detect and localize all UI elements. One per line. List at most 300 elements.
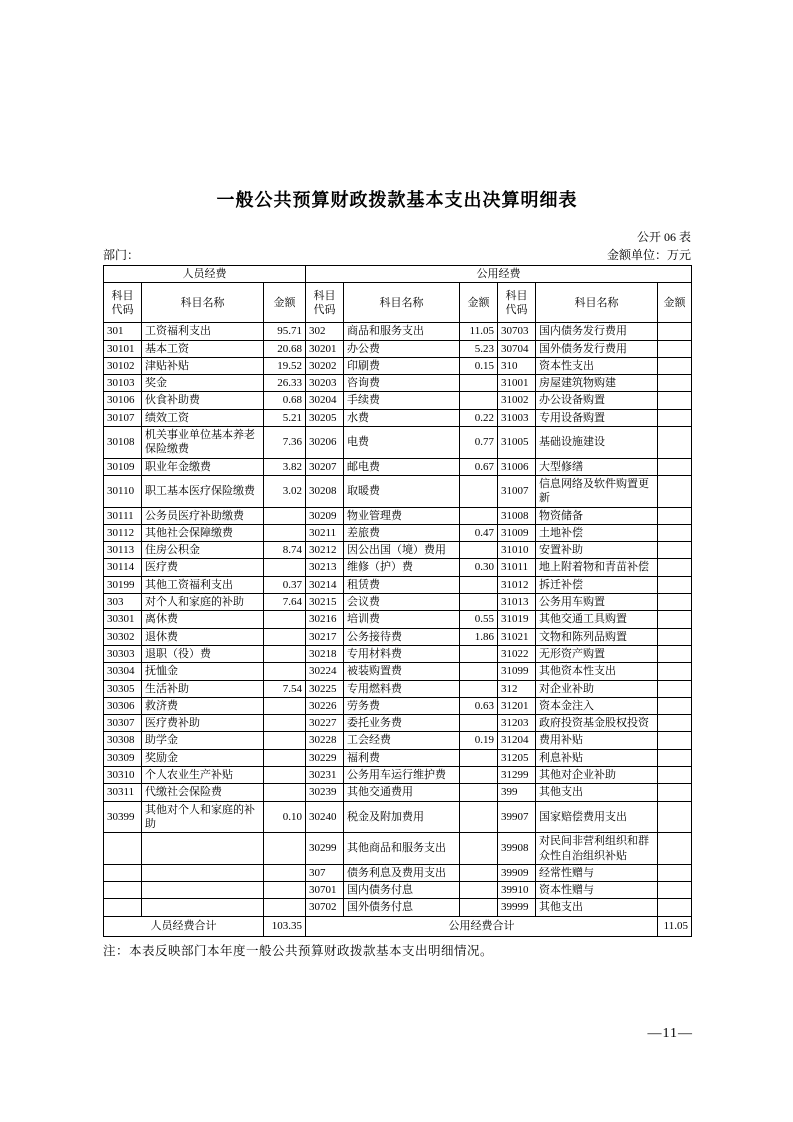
table-row [104,392,692,409]
cell-amount [658,611,692,628]
cell-name: 基础设施建设 [536,427,658,459]
cell-amount: 3.02 [264,475,306,507]
cell-name: 职业年金缴费 [142,458,264,475]
cell-code: 30701 [306,882,344,899]
cell-name: 国外债务发行费用 [536,340,658,357]
cell-code: 39908 [498,833,536,865]
meta-row [103,246,691,263]
cell-name [142,882,264,899]
cell-name: 津贴补贴 [142,357,264,374]
cell-amount [658,357,692,374]
cell-name: 奖励金 [142,749,264,766]
table-row [104,767,692,784]
cell-name: 基本工资 [142,340,264,357]
cell-amount [658,392,692,409]
cell-code: 31010 [498,542,536,559]
cell-name: 工资福利支出 [142,323,264,340]
cell-code: 30102 [104,357,142,374]
cell-amount [264,833,306,865]
cell-name: 电费 [344,427,460,459]
cell-name: 对民间非营利组织和群众性自治组织补贴 [536,833,658,865]
cell-amount: 1.86 [460,628,498,645]
cell-amount: 0.77 [460,427,498,459]
cell-amount: 7.36 [264,427,306,459]
cell-code: 30301 [104,611,142,628]
cell-amount [658,409,692,426]
cell-name: 其他对企业补助 [536,767,658,784]
table-row [104,542,692,559]
cell-code: 30302 [104,628,142,645]
cell-amount [460,882,498,899]
cell-amount [264,749,306,766]
cell-code: 312 [498,680,536,697]
cell-amount [264,732,306,749]
cell-amount [658,427,692,459]
cell-amount [460,715,498,732]
cell-amount [658,645,692,662]
cell-amount: 0.15 [460,357,498,374]
public-total-label: 公用经费合计 [306,916,658,936]
cell-amount: 0.63 [460,697,498,714]
table-row [104,715,692,732]
cell-amount: 0.68 [264,392,306,409]
cell-amount [658,576,692,593]
cell-code: 30227 [306,715,344,732]
cell-amount [658,784,692,801]
cell-code: 30231 [306,767,344,784]
cell-amount [658,680,692,697]
cell-amount: 0.55 [460,611,498,628]
cell-name: 房屋建筑物购建 [536,375,658,392]
cell-code: 39907 [498,801,536,833]
cell-code: 30208 [306,475,344,507]
table-row [104,611,692,628]
cell-amount [460,784,498,801]
cell-name: 因公出国（境）费用 [344,542,460,559]
unit-label: 金额单位：万元 [606,248,691,262]
cell-code: 30108 [104,427,142,459]
cell-amount [658,899,692,916]
cell-name: 其他资本性支出 [536,663,658,680]
table-row [104,524,692,541]
cell-amount [658,663,692,680]
table-row [104,663,692,680]
cell-amount [658,340,692,357]
page-content [103,186,691,959]
cell-amount: 26.33 [264,375,306,392]
cell-name: 奖金 [142,375,264,392]
cell-code: 30225 [306,680,344,697]
cell-amount [658,864,692,881]
table-note: 注：本表反映部门本年度一般公共预算财政拨款基本支出明细情况。 [103,943,494,958]
cell-code [104,833,142,865]
cell-code: 30110 [104,475,142,507]
cell-code: 31299 [498,767,536,784]
totals-row [104,916,692,936]
page-title: 一般公共预算财政拨款基本支出决算明细表 [216,190,578,210]
cell-name: 咨询费 [344,375,460,392]
cell-amount [460,680,498,697]
cell-name: 对个人和家庭的补助 [142,594,264,611]
table-row [104,833,692,865]
cell-name: 政府投资基金股权投资 [536,715,658,732]
table-row [104,409,692,426]
cell-amount [460,663,498,680]
cell-amount [264,697,306,714]
cell-code: 30703 [498,323,536,340]
cell-amount [460,392,498,409]
cell-name: 住房公积金 [142,542,264,559]
table-row [104,697,692,714]
department-label: 部门： [103,248,140,262]
col-header-name-1: 科目名称 [142,283,264,323]
cell-name: 大型修缮 [536,458,658,475]
cell-name: 土地补偿 [536,524,658,541]
cell-amount [460,542,498,559]
cell-name: 物资储备 [536,507,658,524]
cell-amount [264,715,306,732]
cell-code: 30239 [306,784,344,801]
table-row [104,864,692,881]
table-row [104,801,692,833]
personnel-total-value: 103.35 [264,916,306,936]
table-row [104,357,692,374]
cell-name: 救济费 [142,697,264,714]
cell-name: 经常性赠与 [536,864,658,881]
cell-code: 30203 [306,375,344,392]
cell-amount [658,542,692,559]
cell-code: 30306 [104,697,142,714]
cell-code: 31009 [498,524,536,541]
cell-amount [658,749,692,766]
cell-code: 30226 [306,697,344,714]
cell-code: 31007 [498,475,536,507]
cell-code: 30309 [104,749,142,766]
cell-code: 30112 [104,524,142,541]
cell-name: 手续费 [344,392,460,409]
cell-code: 301 [104,323,142,340]
cell-amount [658,801,692,833]
cell-code [104,899,142,916]
cell-code: 30307 [104,715,142,732]
col-header-name-2: 科目名称 [344,283,460,323]
cell-code: 30224 [306,663,344,680]
cell-name: 安置补助 [536,542,658,559]
cell-name: 商品和服务支出 [344,323,460,340]
cell-amount [264,524,306,541]
cell-code: 31008 [498,507,536,524]
cell-code: 30103 [104,375,142,392]
cell-amount [658,697,692,714]
cell-name: 工会经费 [344,732,460,749]
cell-code: 30207 [306,458,344,475]
cell-amount: 5.23 [460,340,498,357]
cell-code: 31022 [498,645,536,662]
cell-code: 30216 [306,611,344,628]
table-row [104,645,692,662]
table-row [104,323,692,340]
cell-code: 30308 [104,732,142,749]
cell-code: 30111 [104,507,142,524]
col-header-code-2: 科目代码 [306,283,344,323]
cell-amount [658,732,692,749]
table-row [104,784,692,801]
cell-code: 31003 [498,409,536,426]
cell-code: 31006 [498,458,536,475]
cell-name: 退职（役）费 [142,645,264,662]
cell-name: 福利费 [344,749,460,766]
cell-code: 31021 [498,628,536,645]
cell-code: 31205 [498,749,536,766]
cell-code: 30205 [306,409,344,426]
cell-amount: 7.64 [264,594,306,611]
cell-name: 文物和陈列品购置 [536,628,658,645]
cell-name [142,833,264,865]
cell-name: 其他支出 [536,784,658,801]
cell-code: 307 [306,864,344,881]
cell-name: 地上附着物和青苗补偿 [536,559,658,576]
cell-name: 医疗费补助 [142,715,264,732]
cell-code: 30304 [104,663,142,680]
cell-amount [460,576,498,593]
cell-name: 其他交通工具购置 [536,611,658,628]
cell-code: 30305 [104,680,142,697]
cell-name: 取暖费 [344,475,460,507]
cell-amount [460,645,498,662]
table-row [104,749,692,766]
cell-code: 30101 [104,340,142,357]
cell-name: 国家赔偿费用支出 [536,801,658,833]
cell-code: 30229 [306,749,344,766]
col-header-code-1: 科目代码 [104,283,142,323]
cell-amount [264,899,306,916]
cell-amount: 95.71 [264,323,306,340]
cell-code: 31002 [498,392,536,409]
cell-code: 30214 [306,576,344,593]
table-row [104,882,692,899]
cell-code: 30311 [104,784,142,801]
cell-code: 310 [498,357,536,374]
cell-code: 31201 [498,697,536,714]
cell-amount: 8.74 [264,542,306,559]
cell-name: 国外债务付息 [344,899,460,916]
cell-name: 个人农业生产补贴 [142,767,264,784]
cell-code: 30702 [306,899,344,916]
cell-amount [658,715,692,732]
cell-amount [264,767,306,784]
col-header-amount-3: 金额 [658,283,692,323]
cell-code: 31099 [498,663,536,680]
cell-code: 30206 [306,427,344,459]
cell-code: 31013 [498,594,536,611]
cell-amount [460,801,498,833]
cell-code: 31012 [498,576,536,593]
cell-amount [658,458,692,475]
cell-code: 30240 [306,801,344,833]
cell-amount: 7.54 [264,680,306,697]
cell-amount: 0.10 [264,801,306,833]
cell-code: 31005 [498,427,536,459]
cell-amount [460,899,498,916]
table-row [104,475,692,507]
cell-name: 专用材料费 [344,645,460,662]
cell-name: 物业管理费 [344,507,460,524]
cell-name: 资本金注入 [536,697,658,714]
cell-name: 差旅费 [344,524,460,541]
cell-name: 其他对个人和家庭的补助 [142,801,264,833]
cell-code: 30201 [306,340,344,357]
cell-code: 30218 [306,645,344,662]
cell-code: 399 [498,784,536,801]
table-row [104,507,692,524]
group-header-public: 公用经费 [306,266,692,283]
cell-code: 30114 [104,559,142,576]
cell-name: 资本性支出 [536,357,658,374]
cell-name: 税金及附加费用 [344,801,460,833]
cell-code: 30310 [104,767,142,784]
cell-name: 信息网络及软件购置更新 [536,475,658,507]
table-row [104,340,692,357]
budget-table [103,265,692,937]
cell-code: 31001 [498,375,536,392]
cell-amount [658,559,692,576]
cell-name: 租赁费 [344,576,460,593]
table-number: 公开 06 表 [636,230,691,244]
cell-code: 30107 [104,409,142,426]
table-row [104,458,692,475]
cell-name: 绩效工资 [142,409,264,426]
column-header-row [104,283,692,323]
cell-amount [658,507,692,524]
cell-name: 办公设备购置 [536,392,658,409]
cell-code: 30217 [306,628,344,645]
cell-name: 公务接待费 [344,628,460,645]
cell-code: 30299 [306,833,344,865]
cell-name: 拆迁补偿 [536,576,658,593]
cell-amount: 11.05 [460,323,498,340]
cell-name: 生活补助 [142,680,264,697]
cell-amount [460,864,498,881]
cell-amount: 5.21 [264,409,306,426]
table-row [104,628,692,645]
cell-name: 公务员医疗补助缴费 [142,507,264,524]
cell-name: 债务利息及费用支出 [344,864,460,881]
cell-code: 30215 [306,594,344,611]
cell-amount [658,323,692,340]
cell-code: 39999 [498,899,536,916]
cell-code: 30113 [104,542,142,559]
cell-code: 30209 [306,507,344,524]
cell-amount [658,475,692,507]
table-body [104,323,692,916]
cell-code: 30199 [104,576,142,593]
col-header-amount-2: 金额 [460,283,498,323]
cell-name: 被装购置费 [344,663,460,680]
public-total-value: 11.05 [658,916,692,936]
personnel-total-label: 人员经费合计 [104,916,264,936]
cell-name: 代缴社会保险费 [142,784,264,801]
cell-name: 退休费 [142,628,264,645]
cell-code: 30303 [104,645,142,662]
cell-name: 无形资产购置 [536,645,658,662]
cell-amount: 0.37 [264,576,306,593]
table-row [104,680,692,697]
cell-amount [264,507,306,524]
cell-amount [264,882,306,899]
group-header-personnel: 人员经费 [104,266,306,283]
cell-amount [264,784,306,801]
cell-amount: 20.68 [264,340,306,357]
cell-name: 专用设备购置 [536,409,658,426]
table-row [104,594,692,611]
col-header-code-3: 科目代码 [498,283,536,323]
cell-name: 伙食补助费 [142,392,264,409]
group-header-row [104,266,692,283]
cell-name: 印刷费 [344,357,460,374]
cell-code: 31019 [498,611,536,628]
cell-name [142,899,264,916]
cell-amount [658,833,692,865]
cell-name: 办公费 [344,340,460,357]
cell-code: 30704 [498,340,536,357]
cell-code: 302 [306,323,344,340]
cell-name: 会议费 [344,594,460,611]
cell-amount: 0.19 [460,732,498,749]
cell-amount [460,749,498,766]
cell-name: 医疗费 [142,559,264,576]
cell-code: 30213 [306,559,344,576]
cell-amount [658,882,692,899]
cell-name: 专用燃料费 [344,680,460,697]
cell-amount [264,864,306,881]
cell-amount [264,628,306,645]
cell-name: 职工基本医疗保险缴费 [142,475,264,507]
cell-name: 对企业补助 [536,680,658,697]
cell-amount [264,559,306,576]
cell-code [104,864,142,881]
cell-amount [264,611,306,628]
cell-name: 助学金 [142,732,264,749]
cell-name: 公务用车购置 [536,594,658,611]
cell-name: 其他交通费用 [344,784,460,801]
cell-code: 30109 [104,458,142,475]
cell-amount: 0.22 [460,409,498,426]
cell-name: 维修（护）费 [344,559,460,576]
cell-amount [460,833,498,865]
cell-name: 培训费 [344,611,460,628]
cell-name: 抚恤金 [142,663,264,680]
cell-name: 费用补贴 [536,732,658,749]
cell-amount: 3.82 [264,458,306,475]
cell-amount: 0.67 [460,458,498,475]
cell-code: 30228 [306,732,344,749]
cell-code: 30202 [306,357,344,374]
table-row [104,375,692,392]
cell-amount: 19.52 [264,357,306,374]
cell-name: 劳务费 [344,697,460,714]
cell-code: 39910 [498,882,536,899]
cell-name: 利息补贴 [536,749,658,766]
cell-amount [460,767,498,784]
table-row [104,427,692,459]
cell-code [104,882,142,899]
cell-amount [460,594,498,611]
cell-amount [658,524,692,541]
cell-amount [264,663,306,680]
cell-name: 机关事业单位基本养老保险缴费 [142,427,264,459]
cell-code: 303 [104,594,142,611]
cell-amount: 0.47 [460,524,498,541]
